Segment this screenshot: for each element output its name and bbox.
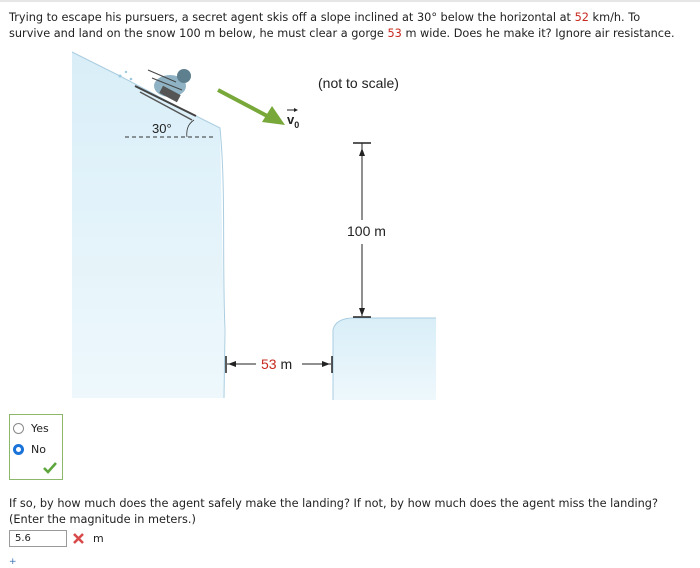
gap-label: 53 m bbox=[261, 356, 293, 372]
correct-check-icon bbox=[43, 462, 57, 474]
no-radio[interactable] bbox=[13, 444, 24, 455]
speed-value: 52 bbox=[574, 11, 589, 24]
yes-radio[interactable] bbox=[13, 423, 24, 434]
angle-label: 30° bbox=[152, 121, 172, 136]
incorrect-x-icon bbox=[73, 533, 84, 544]
followup-question: If so, by how much does the agent safely make the landing? If not, by how much does the agent miss the landing? (Enter the magnitude in meters.) bbox=[9, 497, 658, 526]
footnote-marker[interactable]: + bbox=[9, 557, 17, 567]
choice-yes-label: Yes bbox=[31, 421, 49, 435]
left-cliff bbox=[72, 52, 224, 398]
answer-row bbox=[9, 529, 104, 548]
height-label: 100 m bbox=[347, 223, 386, 239]
problem-statement: Trying to escape his pursuers, a secret agent skis off a slope inclined at 30° below the horizontal at 52 km/h. To survive and land on the snow 100 m below, he must clear a gorge 53 m wide. Does he make it? Ignore air resistance. bbox=[9, 11, 675, 40]
answer-unit: m bbox=[93, 532, 104, 545]
scale-note: (not to scale) bbox=[318, 75, 399, 91]
yes-no-choices bbox=[9, 414, 63, 480]
velocity-label: $v_0$ bbox=[287, 112, 300, 130]
choice-yes[interactable] bbox=[13, 420, 49, 436]
choice-no[interactable] bbox=[13, 441, 46, 457]
gorge-width-value: 53 bbox=[387, 27, 402, 40]
choice-no-label: No bbox=[31, 442, 46, 456]
right-cliff bbox=[333, 318, 436, 400]
answer-input[interactable]: 5.6 bbox=[9, 530, 67, 547]
velocity-arrow bbox=[218, 90, 285, 125]
